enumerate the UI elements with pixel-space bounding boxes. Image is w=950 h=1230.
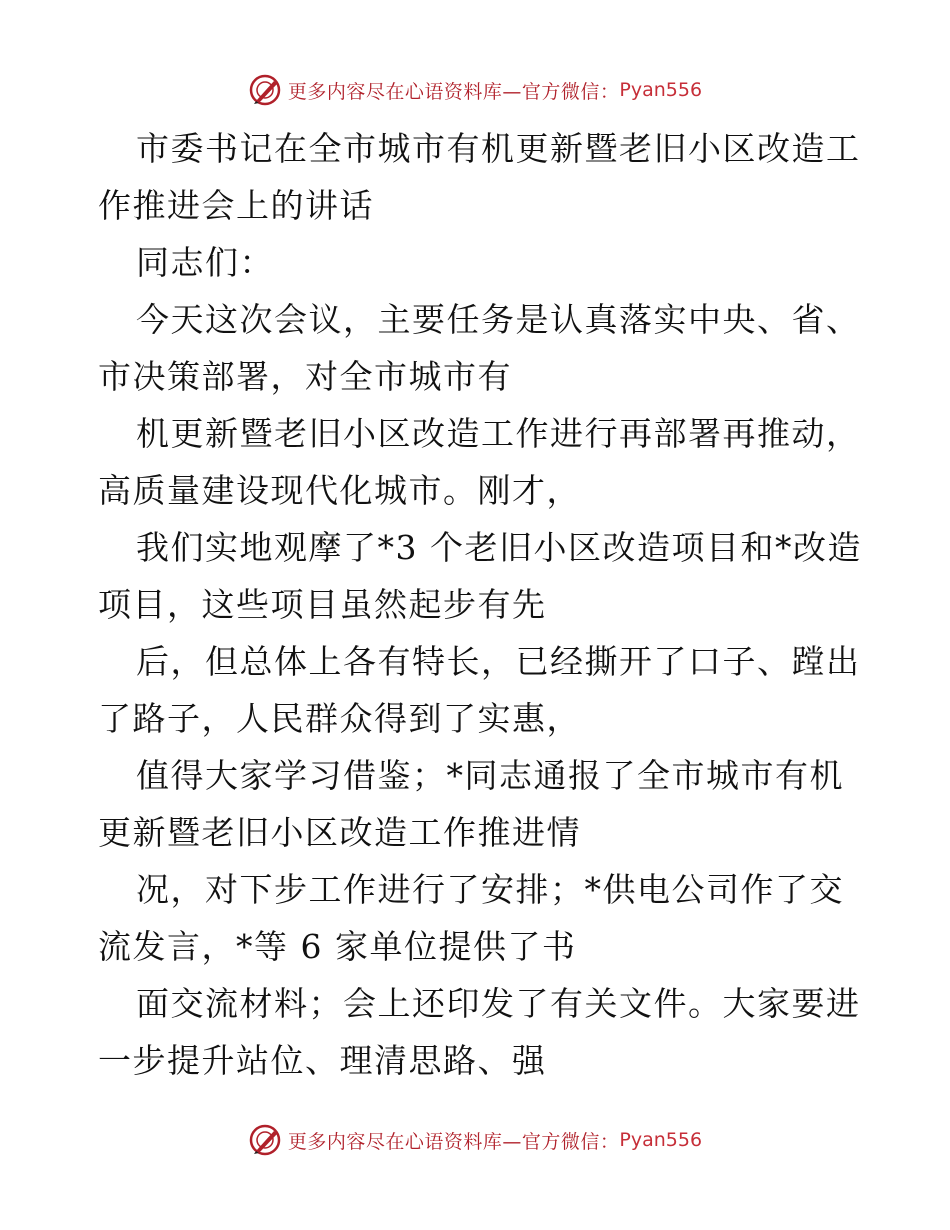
text-line: 一步提升站位、理清思路、强 (98, 1041, 547, 1080)
text-line: 面交流材料；会上还印发了有关文件。大家要进 (136, 984, 861, 1023)
banner-text: 更多内容尽在心语资料库—官方微信： (287, 1130, 620, 1153)
text-line: 了路子，人民群众得到了实惠， (98, 699, 581, 738)
text-line: 更新暨老旧小区改造工作推进情 (98, 813, 581, 852)
text-line: 我们实地观摩了*3 个老旧小区改造项目和*改造 (136, 528, 862, 567)
text-line: 况，对下步工作进行了安排；*供电公司作了交 (136, 870, 844, 909)
text-line: 作推进会上的讲话 (98, 186, 374, 225)
text-line: 流发言，*等 6 家单位提供了书 (98, 927, 577, 966)
text-line: 市委书记在全市城市有机更新暨老旧小区改造工 (136, 129, 861, 168)
pen-logo-icon (248, 1123, 282, 1157)
text-line: 值得大家学习借鉴；*同志通报了全市城市有机 (136, 756, 844, 795)
text-line: 高质量建设现代化城市。刚才， (98, 471, 581, 510)
text-line: 同志们： (136, 243, 274, 282)
footer-banner (0, 1120, 950, 1160)
document-body (98, 120, 862, 1089)
text-line: 今天这次会议，主要任务是认真落实中央、省、 (136, 300, 861, 339)
wechat-id: Pyan556 (619, 1129, 703, 1151)
text-line: 项目，这些项目虽然起步有先 (98, 585, 547, 624)
header-banner (0, 70, 950, 110)
banner-text: 更多内容尽在心语资料库—官方微信： (287, 80, 620, 103)
text-line: 机更新暨老旧小区改造工作进行再部署再推动， (136, 414, 861, 453)
wechat-id: Pyan556 (619, 79, 703, 101)
text-line: 市决策部署，对全市城市有 (98, 357, 512, 396)
pen-logo-icon (248, 73, 282, 107)
text-line: 后，但总体上各有特长，已经撕开了口子、蹚出 (136, 642, 861, 681)
